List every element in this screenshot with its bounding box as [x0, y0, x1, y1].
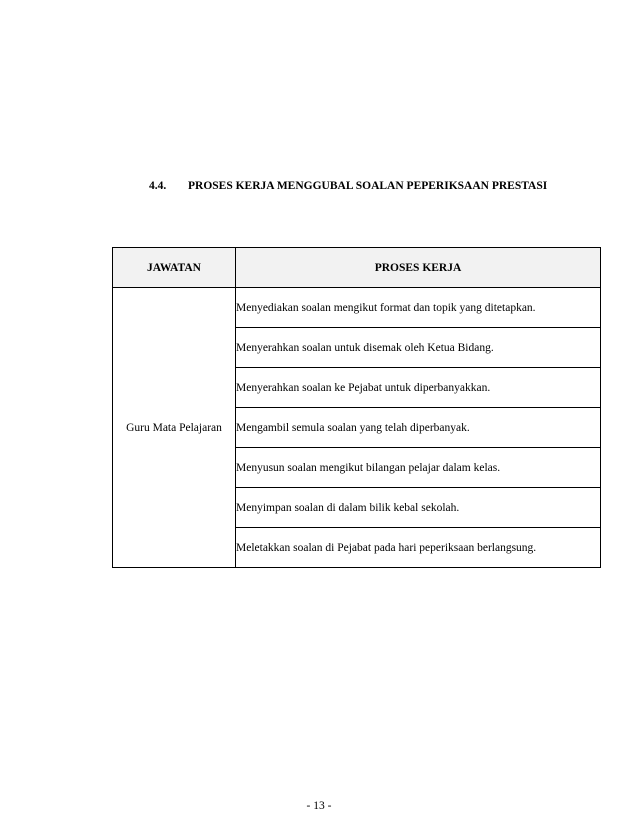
section-heading [149, 180, 547, 192]
table-row [113, 288, 601, 328]
process-step: Menyimpan soalan di dalam bilik kebal sekolah. [236, 488, 601, 528]
process-step: Menyerahkan soalan untuk disemak oleh Ketua Bidang. [236, 328, 601, 368]
section-number: 4.4. [149, 180, 167, 192]
process-table [112, 247, 601, 568]
role-cell: Guru Mata Pelajaran [113, 288, 236, 568]
table-header-row [113, 248, 601, 288]
page-number: - 13 - [306, 800, 332, 812]
process-step: Menyerahkan soalan ke Pejabat untuk diperbanyakkan. [236, 368, 601, 408]
section-title: PROSES KERJA MENGGUBAL SOALAN PEPERIKSAAN PRESTASI [188, 180, 548, 192]
process-step: Menyediakan soalan mengikut format dan topik yang ditetapkan. [236, 288, 601, 328]
header-proses-kerja: PROSES KERJA [236, 248, 601, 288]
header-jawatan: JAWATAN [113, 248, 236, 288]
process-step: Mengambil semula soalan yang telah diperbanyak. [236, 408, 601, 448]
process-step: Meletakkan soalan di Pejabat pada hari peperiksaan berlangsung. [236, 528, 601, 568]
process-step: Menyusun soalan mengikut bilangan pelajar dalam kelas. [236, 448, 601, 488]
